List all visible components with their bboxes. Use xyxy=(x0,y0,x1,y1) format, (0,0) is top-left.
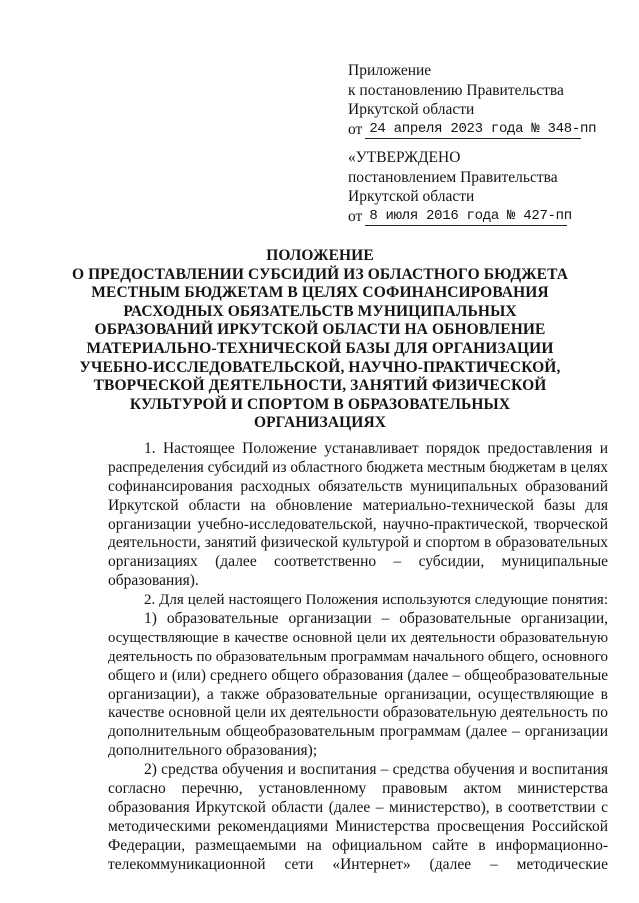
attachment-line-3: Иркутской области xyxy=(348,101,475,118)
body-line: общего и (или) среднего общего образования (далее – общеобразовательные xyxy=(108,666,608,684)
document-body xyxy=(108,440,608,874)
body-line: согласно перечню, установленному правовым актом министерства xyxy=(108,780,608,798)
attachment-line-1: Приложение xyxy=(348,62,432,79)
approved-line-2: постановлением Правительства xyxy=(348,168,558,186)
body-line: осуществляющие в качестве основной цели их деятельности образовательную xyxy=(108,629,608,646)
body-line: образования Иркутской области (далее – министерство), в соответствии с xyxy=(108,798,608,816)
title-line: МЕСТНЫМ БЮДЖЕТАМ В ЦЕЛЯХ СОФИНАНСИРОВАНИЯ xyxy=(91,284,549,302)
attachment-date-value: 24 апреля 2023 года № 348-пп xyxy=(365,120,581,139)
document-title xyxy=(60,247,580,433)
body-line: 1. Настоящее Положение устанавливает порядок предоставления и xyxy=(144,440,608,457)
title-line: РАСХОДНЫХ ОБЯЗАТЕЛЬСТВ МУНИЦИПАЛЬНЫХ xyxy=(123,302,517,320)
title-line: ОБРАЗОВАНИЙ ИРКУТСКОЙ ОБЛАСТИ НА ОБНОВЛЕНИЕ xyxy=(94,321,546,339)
title-line: МАТЕРИАЛЬНО-ТЕХНИЧЕСКОЙ БАЗЫ ДЛЯ ОРГАНИЗАЦИИ xyxy=(86,339,554,357)
body-line: 2. Для целей настоящего Положения используются следующие понятия: xyxy=(144,592,608,609)
body-line: софинансирования расходных обязательств муниципальных образований xyxy=(108,477,608,495)
body-line: образования). xyxy=(108,572,199,590)
title-line: УЧЕБНО-ИССЛЕДОВАТЕЛЬСКОЙ, НАУЧНО-ПРАКТИЧЕСКОЙ, xyxy=(79,358,561,376)
body-line: Федерации, размещаемыми на официальном сайте в информационно- xyxy=(108,836,608,854)
approved-line-3: Иркутской области xyxy=(348,188,475,205)
attachment-line-2: к постановлению Правительства xyxy=(348,81,564,99)
body-line: деятельности, занятий физической культурой и спортом в образовательных xyxy=(108,534,608,552)
body-line: Иркутской области на обновление материально-технической базы для xyxy=(108,496,608,514)
approved-date-value: 8 июля 2016 года № 427-пп xyxy=(365,207,567,226)
approved-date-line xyxy=(348,207,618,227)
approved-date-prefix: от xyxy=(348,207,363,225)
attachment-block xyxy=(348,61,618,139)
title-line: О ПРЕДОСТАВЛЕНИИ СУБСИДИЙ ИЗ ОБЛАСТНОГО БЮДЖЕТА xyxy=(71,265,569,283)
body-line: организации учебно-исследовательской, научно-практической, творческой xyxy=(108,515,608,533)
title-line: ПОЛОЖЕНИЕ xyxy=(266,247,374,264)
body-line: телекоммуникационной сети «Интернет» (далее – методические xyxy=(108,855,608,873)
title-line: ОРГАНИЗАЦИЯХ xyxy=(253,414,387,432)
body-line: распределения субсидий из областного бюджета местным бюджетам в целях xyxy=(108,458,608,476)
body-line: дополнительным общеобразовательным программам (далее – организации xyxy=(108,723,608,741)
attachment-date-prefix: от xyxy=(348,120,363,138)
body-line: организации), а также образовательные организации, осуществляющие в xyxy=(108,685,608,703)
body-line: методическими рекомендациями Министерства просвещения Российской xyxy=(108,817,608,835)
body-line: 1) образовательные организации – образовательные организации, xyxy=(144,610,608,628)
title-line: ТВОРЧЕСКОЙ ДЕЯТЕЛЬНОСТИ, ЗАНЯТИЙ ФИЗИЧЕСКОЙ xyxy=(93,377,547,395)
attachment-date-line xyxy=(348,120,618,140)
body-line: деятельность по образовательным программам начального общего, основного xyxy=(108,648,608,665)
body-line: качестве основной цели их деятельности образовательную деятельность по xyxy=(108,704,608,722)
body-line: организациях (далее соответственно – субсидии, муниципальные xyxy=(108,553,608,571)
title-line: КУЛЬТУРОЙ И СПОРТОМ В ОБРАЗОВАТЕЛЬНЫХ xyxy=(129,395,511,413)
approved-line-1: «УТВЕРЖДЕНО xyxy=(348,149,461,166)
approved-block xyxy=(348,148,618,226)
body-line: дополнительного образования); xyxy=(108,742,318,760)
body-line: 2) средства обучения и воспитания – средства обучения и воспитания xyxy=(144,761,608,779)
